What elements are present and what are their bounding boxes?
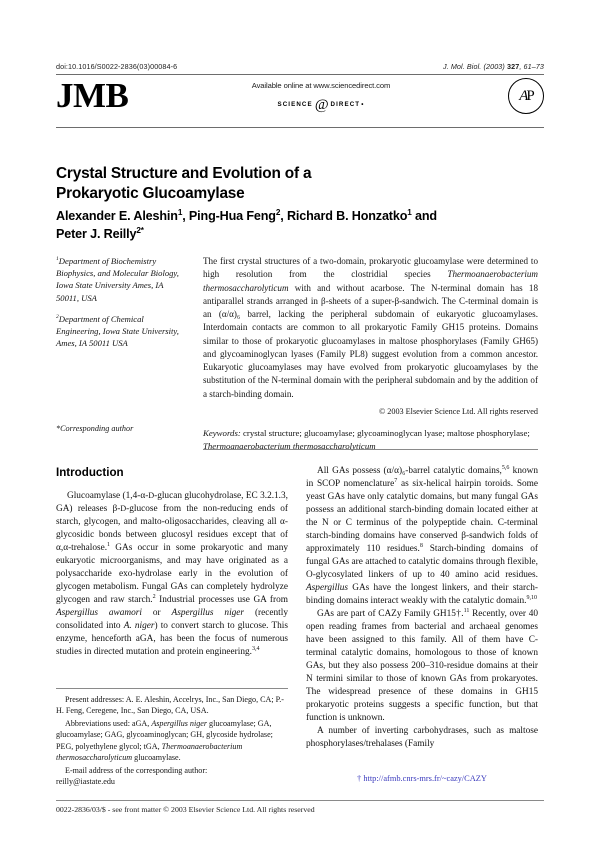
intro-paragraph-2 [306, 465, 538, 608]
body-column-left [56, 465, 288, 659]
intro-p1-f: or [141, 608, 172, 619]
abstract-species-1: Thermoanaerobacterium thermosaccharolyticum [203, 269, 538, 293]
abbrev-part-a: Abbreviations used: aGA, [65, 718, 152, 728]
affiliation-2 [56, 313, 186, 350]
sciencedirect-science-word: SCIENCE [277, 101, 313, 108]
cazy-url-link[interactable]: † http://afmb.cnrs-mrs.fr/~cazy/CAZY [357, 774, 487, 783]
intro-p3-a: GAs are part of CAZy Family GH15†. [317, 609, 464, 620]
keywords-label: Keywords: [203, 427, 241, 438]
intro-paragraph-4 [306, 725, 538, 751]
citation-journal: J. Mol. Biol. [442, 62, 482, 71]
intro-p2-e: GAs have the longest linkers, and their starch-binding domains interact weakly with the catalytic domain. [306, 583, 538, 607]
abbrev-species-1: Aspergillus niger [151, 718, 208, 728]
intro-p1-c: -glucose from the non-reducing ends of starch, glycogen, and malto-oligosaccharides, cleaving all α-glycosidic bonds between glucosyl residues except that of α,α-trehalose. [56, 504, 288, 554]
sciencedirect-block [196, 81, 446, 112]
intro-p1-b: -glucan glucohydrolase, EC 3.2.1.3, GA) releases β- [56, 491, 288, 515]
email-address[interactable]: reilly@iastate.edu [56, 777, 115, 787]
author-feng-affil-marker: 2 [275, 207, 281, 217]
abstract-part-1: The first crystal structures of a two-domain, prokaryotic glucoamylase were determined to high resolution from the clostridial species [203, 256, 538, 280]
keywords-species: Thermoanaerobacterium thermosaccharolyticum [203, 440, 376, 451]
intro-p2-d: Starch-binding domains of fungal GAs are attached to catalytic domains through flexible, O-glycosylated linkers of up to 40 amino acid residues. [306, 544, 538, 581]
author-feng: Ping-Hua Feng [188, 209, 276, 223]
intro-p3-b: Recently, over 40 open reading frames from bacterial and archaeal genomes have been assigned to this family. All of them have C-terminal catalytic domains, homologous to those of known GAs, but they also possess 200–310-residue domains at their N termini similar to those of known GAs from prokaryotes. The widespread presence of these domains in GH15 prokaryotic proteins suggests a specific function, but that function is unknown. [306, 609, 538, 724]
academic-press-logo [508, 78, 544, 114]
available-online-text: Available online at www.sciencedirect.com [251, 81, 391, 90]
author-honzatko: Richard B. Honzatko [286, 209, 408, 223]
page-footer: 0022-2836/03/$ - see front matter © 2003 Elsevier Science Ltd. All rights reserved [56, 805, 315, 814]
intro-p2-ref-1: 5,6 [501, 464, 510, 471]
intro-p1-species-1: Aspergillus awamori [56, 608, 142, 619]
abstract-bottom-rule [203, 449, 538, 450]
author-sep-1: , [182, 209, 189, 223]
affiliations-block [56, 255, 186, 358]
author-aleshin: Alexander E. Aleshin [56, 209, 178, 223]
intro-p2-ref-3: 8 [419, 543, 423, 549]
citation-year: (2003) [483, 62, 505, 71]
intro-paragraph-3 [306, 608, 538, 725]
journal-citation [443, 62, 544, 71]
at-sign-icon: @ [314, 97, 329, 113]
abstract-text [203, 255, 538, 401]
keywords-text: crystal structure; glucoamylase; glycoaminoglycan lyase; maltose phosphorylase; [240, 427, 530, 438]
title-line-1: Crystal Structure and Evolution of a [56, 165, 312, 182]
author-conjunction: and [411, 209, 437, 223]
intro-paragraph-1 [56, 490, 288, 659]
masthead-bottom-rule [56, 127, 544, 128]
footnote-rule [56, 688, 288, 689]
corresponding-author-note: *Corresponding author [56, 424, 134, 433]
affiliation-2-marker: 2 [56, 313, 59, 320]
intro-p2-ref-2: 7 [394, 477, 398, 484]
intro-p1-a: Glucoamylase (1,4-α- [67, 491, 149, 502]
abbrev-part-b: glucoamylase; GA, glucoamylase; GAG, glycoaminoglycan; GH, glycoside hydrolase; PEG, polyethylene glycol; tGA, [56, 718, 273, 751]
abstract-copyright: © 2003 Elsevier Science Ltd. All rights reserved [378, 406, 538, 416]
sciencedirect-star-icon: • [361, 101, 365, 108]
intro-p1-d: GAs occur in some prokaryotic and many eukaryotic microorganisms, and may have originated as a polysaccharide exo-hydrolase early in the evolution of glycogen metabolism. Fungal GAs can completely hydrolyze glycogen and raw starch. [56, 543, 288, 606]
doi-text: doi:10.1016/S0022-2836(03)00084-6 [56, 62, 178, 71]
section-heading-introduction: Introduction [56, 466, 124, 479]
masthead [56, 62, 544, 128]
author-reilly-affil-marker: 2* [136, 225, 144, 235]
intro-p1-species-3: A. niger [123, 621, 155, 632]
footnote-abbreviations [56, 718, 288, 764]
footnote-email [56, 765, 288, 788]
intro-p1-ref-1: 1 [107, 542, 111, 549]
intro-p2-ref-4: 9,10 [526, 595, 538, 602]
abbrev-part-c: glucoamylase. [132, 753, 181, 763]
intro-p1-smallcap-d2: D [120, 504, 127, 514]
intro-p1-smallcap-d1: D [148, 491, 155, 501]
logo-band [56, 75, 544, 127]
ap-letter-a: A [519, 87, 527, 104]
title-line-2: Prokaryotic Glucoamylase [56, 184, 245, 202]
intro-p2-b: known in SCOP nomenclature [306, 466, 538, 490]
article-title [56, 164, 526, 203]
citation-volume: 327 [507, 62, 520, 71]
footnote-present-addresses: Present addresses: A. E. Aleshin, Accelrys, Inc., San Diego, CA; P.-H. Feng, Ceregene, Inc., San Diego, CA, USA. [56, 695, 284, 716]
abbrev-species-2: Thermoanaerobacterium thermosaccharolyticum [56, 741, 243, 763]
footnotes-block [56, 694, 288, 789]
footer-rule [56, 800, 544, 801]
abstract-part-2: with and without acarbose. The N-terminal domain has 18 antiparallel strands arranged in β-sheets of a super-β-sandwich. The C-terminal domain is an (α/α)₆ barrel, lacking the peripheral subdomain of eukaryotic glucoamylases. Interdomain contacts are common to all prokaryotic Family GH15 proteins. Domains similar to those of prokaryotic glucoamylases in maltose phosphorylases (Family GH65) and glycoaminoglycan lyases (Family PL8) suggest evolution from a common ancestor. Eukaryotic glucoamylases may have evolved from prokaryotic glucoamylases by the substitution of the N-terminal domain with the peripheral subdomain and by the addition of a starch-binding domain. [203, 282, 538, 399]
author-honzatko-affil-marker: 1 [407, 207, 412, 217]
intro-p1-h: ) to convert starch to glucose. This enzyme, henceforth aGA, has been the focus of numerous studies in directed mutation and protein engineering. [56, 621, 288, 658]
intro-p2-species-1: Aspergillus [306, 583, 349, 594]
intro-p1-ref-2: 2 [152, 594, 156, 601]
author-list [56, 208, 536, 243]
body-column-right [306, 465, 538, 751]
affiliation-2-text: Department of Chemical Engineering, Iowa State University, Ames, IA 50011 USA [56, 313, 179, 349]
author-aleshin-affil-marker: 1 [177, 207, 183, 217]
intro-p1-e: Industrial processes use GA from [155, 595, 288, 606]
intro-p3-ref-1: 11 [463, 608, 470, 615]
citation-pages: , 61–73 [519, 62, 544, 71]
affiliation-1-marker: 1 [56, 256, 59, 263]
intro-p1-g: (recently consolidated into [56, 608, 288, 632]
email-label: E-mail address of the corresponding author: [65, 765, 208, 775]
intro-p2-c: as six-helical hairpin toroids. Some yeast GAs have only catalytic domains, but many fungal GAs possess an additional starch-binding domain located either at the N or C terminus of the polypeptide chain. C-terminal starch-binding domains have conserved β-sandwich folds of approximately 110 residues. [306, 479, 538, 555]
intro-p1-species-2: Aspergillus niger [171, 608, 245, 619]
doi-citation-row [56, 62, 544, 74]
abstract-block [203, 255, 538, 452]
intro-p1-ref-3: 3,4 [251, 646, 260, 653]
intro-p4-a: A number of inverting carbohydrases, such as maltose phosphorylases/trehalases (Family [306, 726, 538, 750]
author-sep-2: , [280, 209, 287, 223]
jmb-logo: JMB [56, 76, 129, 115]
academic-press-monogram [519, 89, 533, 104]
sciencedirect-logo [196, 97, 446, 112]
affiliation-1 [56, 255, 186, 304]
affiliation-1-text: Department of Biochemistry Biophysics, and Molecular Biology, Iowa State University Ames, IA 50011, USA [56, 256, 179, 303]
author-reilly: Peter J. Reilly [56, 226, 137, 241]
sciencedirect-direct-word: DIRECT [330, 101, 361, 108]
ap-letter-p: P [526, 87, 533, 104]
intro-p2-a: All GAs possess (α/α)₆-barrel catalytic domains, [317, 466, 502, 476]
